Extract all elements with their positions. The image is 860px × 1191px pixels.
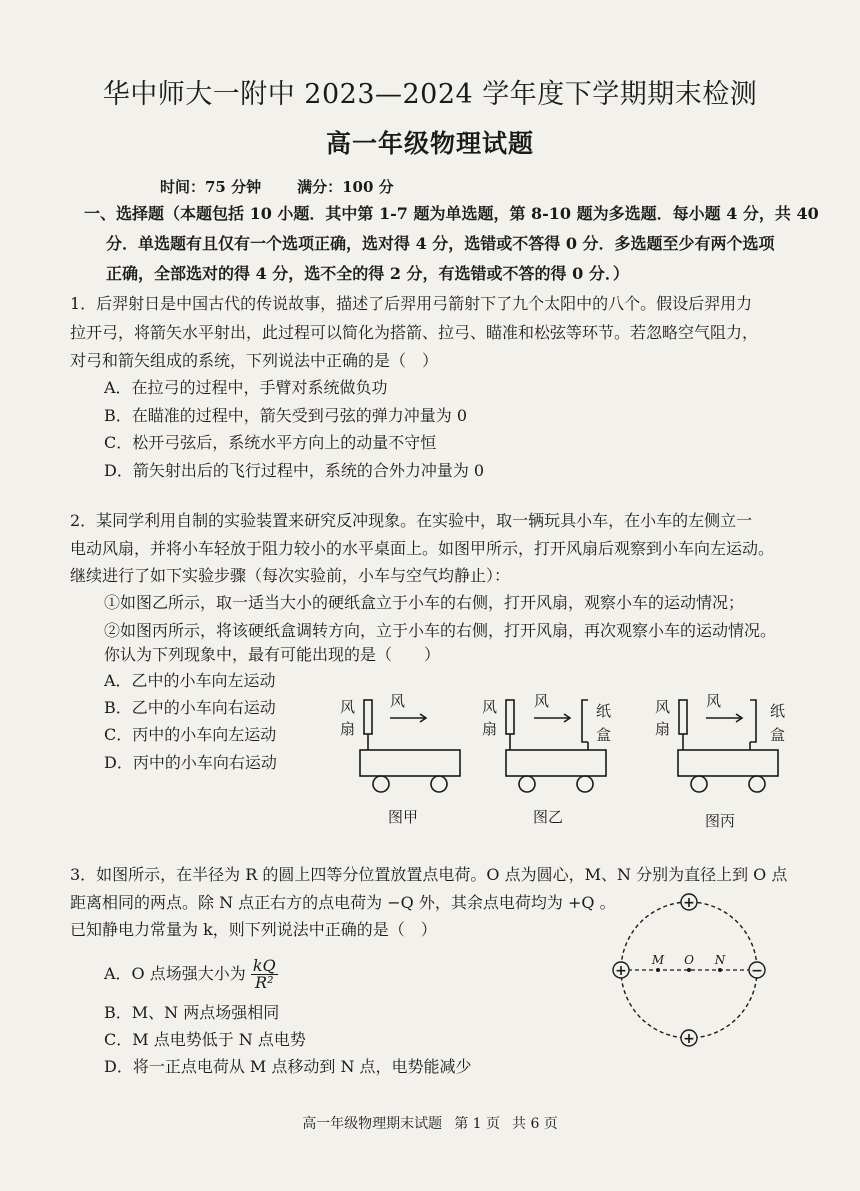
q3-stem-line1: 3．如图所示，在半径为 R 的圆上四等分位置放置点电荷。O 点为圆心，M、N 分别为直径上到 O 点 (70, 865, 788, 884)
q3-option-a-text: A．O 点场强大小为 (104, 964, 246, 983)
cart-figures (330, 684, 800, 834)
wind-label: 风 (706, 692, 722, 710)
q2-option-d: D．丙中的小车向右运动 (104, 753, 277, 772)
box-label-1: 纸 (596, 702, 612, 720)
exam-time: 时间：75 分钟 (160, 178, 262, 196)
q2-option-b: B．乙中的小车向右运动 (104, 698, 276, 717)
charge-sign: + (683, 1031, 695, 1047)
q1-stem-line1: 1．后羿射日是中国古代的传说故事，描述了后羿用弓箭射下了九个太阳中的八个。假设后羿用力 (70, 294, 753, 313)
exam-meta (160, 176, 394, 197)
fan-panel-icon (679, 700, 687, 734)
fan-label-2: 扇 (340, 720, 356, 738)
q1-option-c: C．松开弓弦后，系统水平方向上的动量不守恒 (104, 433, 437, 452)
exam-subtitle: 高一年级物理试题 (325, 129, 534, 158)
wind-label: 风 (534, 692, 550, 710)
field-fraction (251, 958, 278, 991)
fan-panel-icon (506, 700, 514, 734)
fan-panel-icon (364, 700, 372, 734)
q2-option-a: A．乙中的小车向左运动 (104, 671, 276, 690)
charge-circle-figure (604, 890, 774, 1060)
label-o: O (684, 953, 694, 967)
q3-option-d: D．将一正点电荷从 M 点移动到 N 点，电势能减少 (104, 1057, 472, 1076)
q3-option-a (104, 958, 278, 991)
footer-page: 第 1 页 (454, 1116, 500, 1132)
wheel-icon (691, 776, 707, 792)
label-n: N (714, 953, 726, 967)
q2-stem-line1: 2．某同学利用自制的实验装置来研究反冲现象。在实验中，取一辆玩具小车，在小车的左侧立一 (70, 511, 753, 530)
cart-body (678, 750, 778, 776)
q2-ask: 你认为下列现象中，最有可能出现的是（ ） (104, 645, 441, 664)
figure-yi (506, 700, 606, 792)
paper-box-icon (750, 700, 756, 742)
q2-step2: ②如图丙所示，将该硬纸盒调转方向，立于小车的右侧，打开风扇，再次观察小车的运动情况。 (104, 621, 777, 640)
fan-label-1: 风 (655, 698, 671, 716)
q1-option-a: A．在拉弓的过程中，手臂对系统做负功 (104, 378, 388, 397)
q3-stem-line2: 距离相同的两点。除 N 点正右方的点电荷为 −Q 外，其余点电荷均为 +Q 。 (70, 893, 616, 912)
fraction-denominator: R² (255, 973, 274, 992)
footer-name: 高一年级物理期末试题 (302, 1116, 443, 1132)
wheel-icon (373, 776, 389, 792)
page-footer (0, 1113, 860, 1133)
footer-total: 共 6 页 (512, 1116, 558, 1132)
q3-stem-line3: 已知静电力常量为 k，则下列说法中正确的是（ ） (70, 920, 437, 939)
q1-stem-line2: 拉开弓，将箭矢水平射出，此过程可以简化为搭箭、拉弓、瞄准和松弦等环节。若忽略空气阻力， (70, 323, 759, 342)
wheel-icon (577, 776, 593, 792)
q3-option-b: B．M、N 两点场强相同 (104, 1003, 280, 1022)
label-m: M (651, 953, 665, 967)
figure-caption-jia: 图甲 (388, 808, 419, 826)
section-intro-line2: 分．单选题有且仅有一个选项正确，选对得 4 分，选错或不答得 0 分．多选题至少有两个选项 (106, 234, 775, 253)
fan-label-1: 风 (482, 698, 498, 716)
wind-label: 风 (390, 692, 406, 710)
figure-caption-bing: 图丙 (705, 812, 736, 830)
box-label-2: 盒 (596, 726, 612, 744)
wheel-icon (749, 776, 765, 792)
charge-sign: + (615, 963, 627, 979)
section-intro-line1: 一、选择题（本题包括 10 小题．其中第 1-7 题为单选题，第 8-10 题为多选题．每小题 4 分，共 40 (84, 204, 819, 223)
fan-label-2: 扇 (482, 720, 498, 738)
fan-label-2: 扇 (655, 720, 671, 738)
fraction-numerator: kQ (252, 956, 276, 975)
point-o (687, 968, 691, 972)
box-label-2: 盒 (770, 726, 786, 744)
charge-sign: − (751, 963, 763, 979)
q1-option-b: B．在瞄准的过程中，箭矢受到弓弦的弹力冲量为 0 (104, 406, 468, 425)
q2-stem-line2: 电动风扇，并将小车轻放于阻力较小的水平桌面上。如图甲所示，打开风扇后观察到小车向左运动。 (70, 539, 775, 558)
q1-stem-line3: 对弓和箭矢组成的系统，下列说法中正确的是（ ） (70, 351, 439, 370)
wheel-icon (431, 776, 447, 792)
exam-score: 满分：100 分 (297, 178, 394, 196)
cart-body (506, 750, 606, 776)
exam-title: 华中师大一附中 2023—2024 学年度下学期期末检测 (102, 79, 758, 110)
q2-option-c: C．丙中的小车向左运动 (104, 725, 277, 744)
figure-bing (678, 700, 778, 792)
figure-caption-yi: 图乙 (533, 808, 564, 826)
box-label-1: 纸 (770, 702, 786, 720)
q1-option-d: D．箭矢射出后的飞行过程中，系统的合外力冲量为 0 (104, 461, 485, 480)
section-intro-line3: 正确，全部选对的得 4 分，选不全的得 2 分，有选错或不答的得 0 分．） (106, 264, 629, 283)
point-n (718, 968, 722, 972)
point-m (656, 968, 660, 972)
paper-box-icon (582, 700, 588, 742)
q3-option-c: C．M 点电势低于 N 点电势 (104, 1030, 306, 1049)
charge-sign: + (683, 895, 695, 911)
figure-jia (360, 700, 460, 792)
q2-step1: ①如图乙所示，取一适当大小的硬纸盒立于小车的右侧，打开风扇，观察小车的运动情况； (104, 593, 745, 612)
cart-body (360, 750, 460, 776)
fan-label-1: 风 (340, 698, 356, 716)
q2-stem-line3: 继续进行了如下实验步骤（每次实验前，小车与空气均静止）： (70, 566, 511, 585)
wheel-icon (519, 776, 535, 792)
